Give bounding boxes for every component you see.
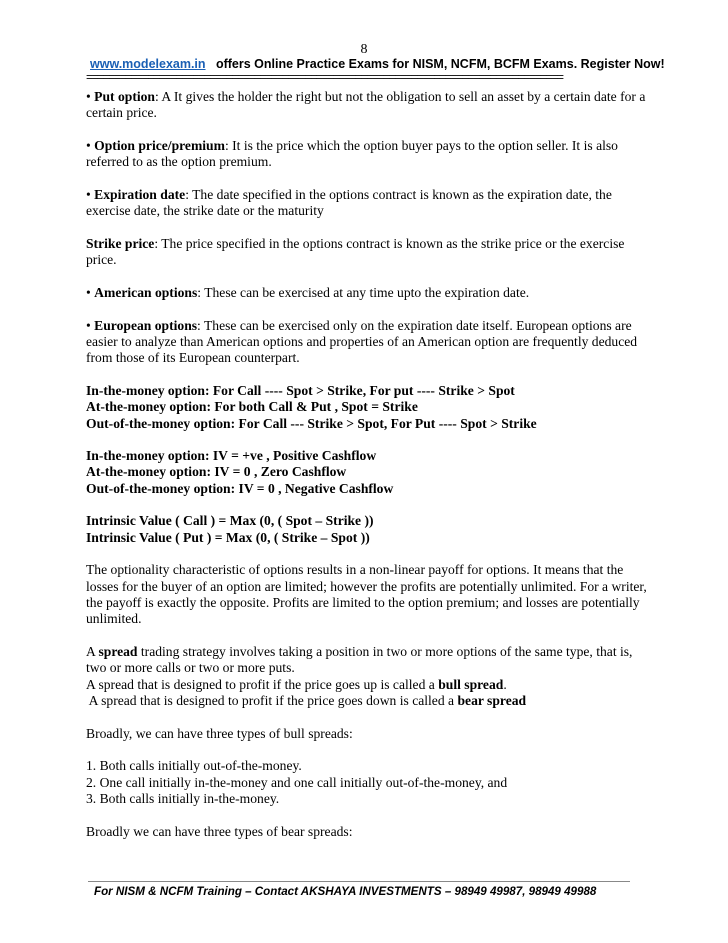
document-body [86, 89, 654, 856]
bullet: • [86, 284, 91, 300]
term-spread: spread [98, 644, 138, 660]
term-option-premium: Option price/premium [94, 137, 225, 153]
term-bull-spread: bull spread [438, 676, 504, 692]
header-divider: ===================================================================================== [86, 71, 563, 83]
header-text: offers Online Practice Exams for NISM, NCFM, BCFM Exams. Register Now! [215, 57, 665, 71]
term-european-options: European options [94, 317, 198, 333]
def-text: : It is the price which the option buyer pays to the option seller. It is also referred to as the option premium. [86, 137, 618, 170]
bullet: • [86, 186, 91, 202]
def-text: : These can be exercised only on the expiration date itself. European options are easier to analyze than American options and properties of an American option are frequently deduced from those of its European counterpart. [86, 317, 638, 366]
def-text: : The date specified in the options contract is known as the expiration date, the exercise date, the strike date or the maturity [86, 186, 612, 219]
optionality-paragraph: The optionality characteristic of options results in a non-linear payoff for options. It means that the losses for the buyer of an option are limited; however the profits are potentially unlimited. For a writer, the payoff is exactly the opposite. Profits are limited to the option premium; and losses are potentially unlimited. [86, 562, 647, 627]
bull-spread-intro: Broadly, we can have three types of bull spreads: [86, 725, 353, 741]
term-american-options: American options [94, 284, 198, 300]
text-run: trading strategy involves taking a position in two or more options of the same type, that is, two or more calls or two or more puts. [86, 644, 633, 676]
header-link[interactable]: www.modelexam.in [90, 57, 206, 71]
bullet: • [86, 89, 91, 104]
text-run: A spread that is designed to profit if the price goes down is called a [86, 692, 458, 708]
bullet: • [86, 137, 91, 153]
term-put-option: Put option [94, 89, 155, 104]
spread-paragraph [86, 644, 654, 709]
intrinsic-line: Intrinsic Value ( Call ) = Max (0, ( Spot – Strike )) [86, 513, 374, 529]
def-text: : These can be exercised at any time upto the expiration date. [197, 284, 530, 300]
intrinsic-line: Intrinsic Value ( Put ) = Max (0, ( Strike – Spot )) [86, 529, 370, 545]
text-run: A [86, 644, 99, 660]
page-number: 8 [360, 42, 368, 57]
moneyness-line: Out-of-the-money option: For Call --- Strike > Spot, For Put ---- Spot > Strike [86, 415, 537, 431]
bullet: • [86, 317, 91, 333]
list-item: 3. Both calls initially in-the-money. [86, 790, 280, 806]
bull-spread-list [86, 758, 654, 807]
footer-rule [88, 881, 630, 882]
moneyness-line: At-the-money option: For both Call & Put , Spot = Strike [86, 399, 418, 415]
cashflow-block [86, 448, 654, 497]
def-text: : The price specified in the options contract is known as the strike price or the exercise price. [86, 235, 625, 268]
def-american-options [86, 285, 654, 301]
header-banner [90, 57, 665, 71]
term-strike-price: Strike price [86, 235, 155, 251]
def-option-premium [86, 138, 654, 171]
def-expiration-date [86, 187, 654, 220]
def-strike-price [86, 236, 654, 269]
list-item: 1. Both calls initially out-of-the-money. [86, 758, 302, 774]
cashflow-line: In-the-money option: IV = +ve , Positive Cashflow [86, 448, 377, 464]
text-run: . [503, 676, 507, 692]
text-run: A spread that is designed to profit if the price goes up is called a [86, 676, 439, 692]
cashflow-line: Out-of-the-money option: IV = 0 , Negative Cashflow [86, 480, 394, 496]
def-put-option [86, 89, 654, 122]
intrinsic-value-block [86, 513, 654, 546]
moneyness-block [86, 383, 654, 432]
bear-spread-intro: Broadly we can have three types of bear spreads: [86, 823, 353, 839]
cashflow-line: At-the-money option: IV = 0 , Zero Cashflow [86, 464, 347, 480]
list-item: 2. One call initially in-the-money and one call initially out-of-the-money, and [86, 774, 508, 790]
moneyness-line: In-the-money option: For Call ---- Spot > Strike, For put ---- Strike > Spot [86, 382, 515, 398]
footer-text: For NISM & NCFM Training – Contact AKSHAYA INVESTMENTS – 98949 49987, 98949 49988 [94, 885, 597, 898]
term-bear-spread: bear spread [457, 692, 527, 708]
term-expiration-date: Expiration date [94, 186, 186, 202]
def-european-options [86, 318, 654, 367]
def-text: : A It gives the holder the right but not the obligation to sell an asset by a certain date for a certain price. [86, 89, 646, 121]
